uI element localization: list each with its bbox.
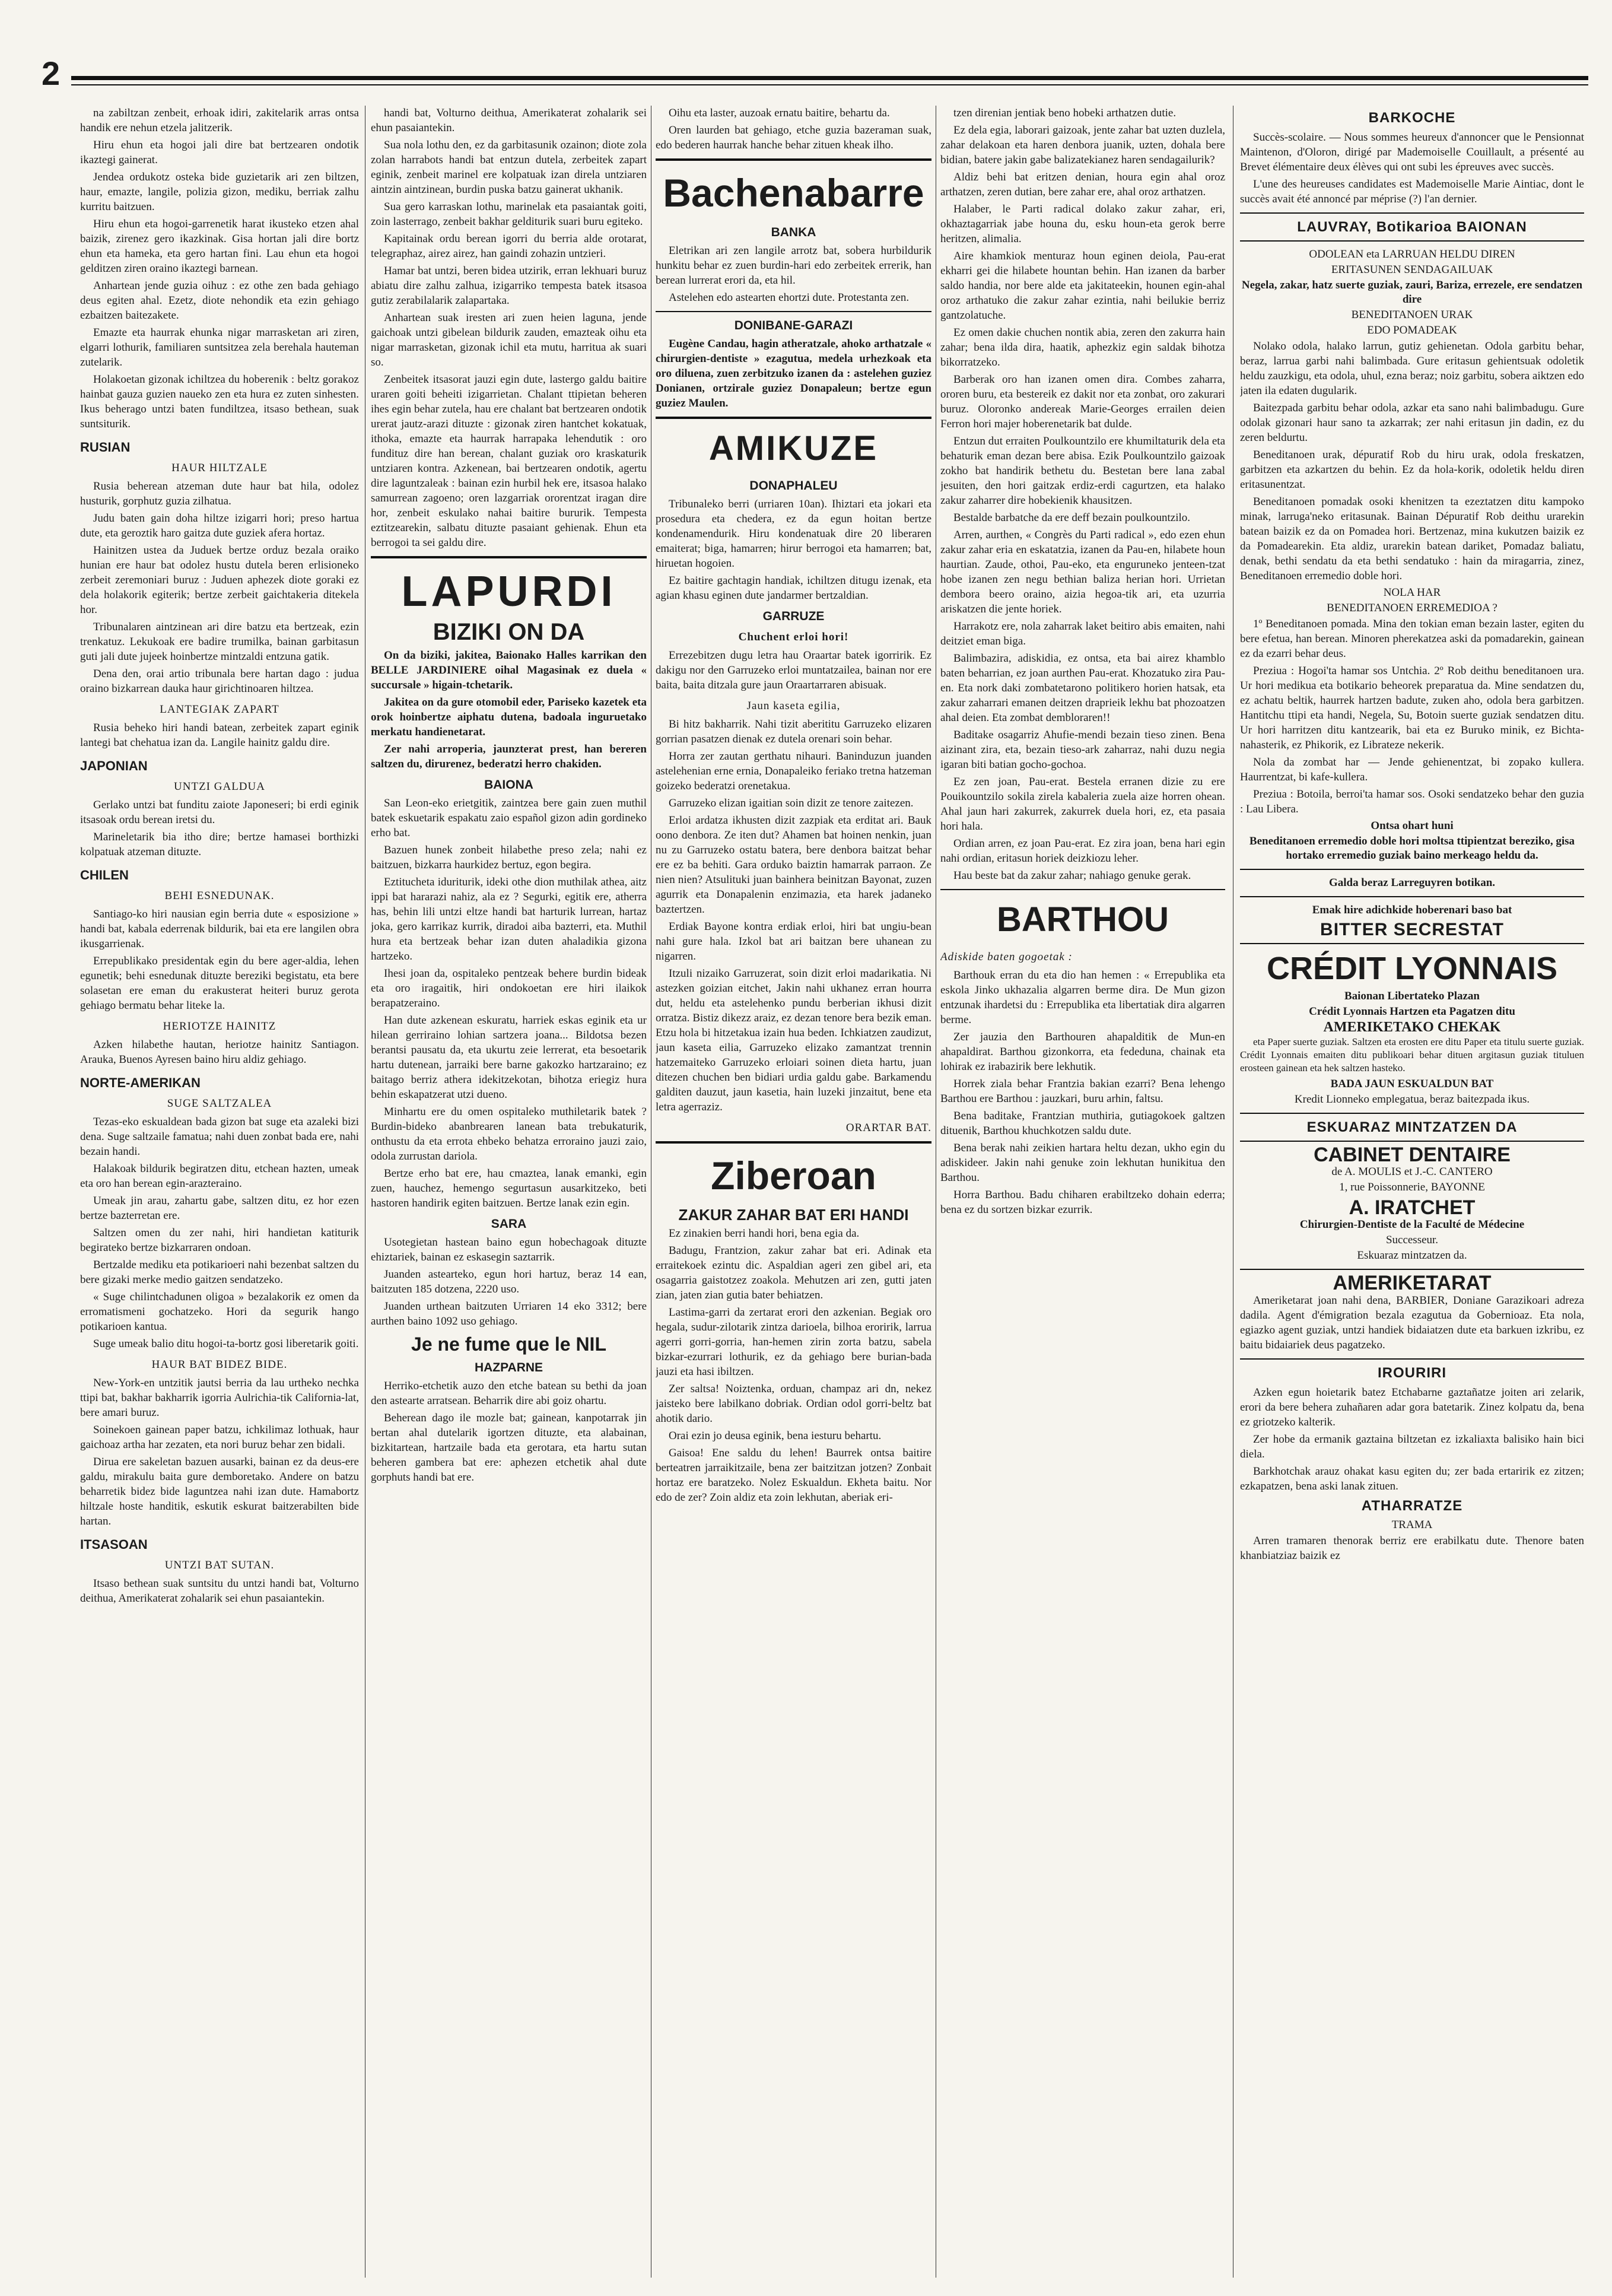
paragraph: Sua nola lothu den, ez da garbitasunik ozainon; diote zola zolan harrabots handi bat entzun dutela, zerbeitek zapart eginik, zenbeit marinel ere kolpatuak izan direla untziaren aintzin aintzinean, burdin puska batzu gainerat ukhanik.: [371, 139, 647, 196]
divider: [1240, 1269, 1584, 1270]
ad-heading: ESKUARAZ MINTZATZEN DA: [1306, 1119, 1518, 1135]
column-5-ads: [1240, 106, 1584, 2278]
subheading: Chuchent erloi hori!: [738, 631, 849, 643]
subheading: HERIOTZE HAINITZ: [163, 1020, 276, 1033]
ad-line: BENEDITANOEN ERREMEDIOA ?: [1327, 602, 1497, 614]
paragraph: Anhartean suak iresten ari zuen heien laguna, jende gaichoak untzi gibelean bildurik zauden, emazteak oihu eta nigar marrasketan, gizonak ichil eta mutu, harritua ak suari so.: [371, 312, 647, 369]
paragraph: Tribunaleko berri (urriaren 10an). Ihiztari eta jokari eta prosedura eta chedera, ez da egun hoitan bertze kondenamendurik. Hiru kondenatuak dire 20 liberaren emaiterat; biga, hamarren; hirur berrogoi eta hamarren; bat, hiruetan hogoien.: [656, 498, 931, 570]
paragraph: Zer jauzia den Barthouren ahapalditik de Mun-en ahapaldirat. Barthou gizonkorra, eta fededuna, chainak eta lohirak ez irabazirik bere lekhutik.: [940, 1031, 1225, 1073]
paragraph: Azken egun hoietarik batez Etchabarne gaztañatze joiten ari zelarik, erori da bere behera zuhañaren adar gora batetarik. Zinez kolpatu da, bena ez griotzeko kalterik.: [1240, 1386, 1584, 1428]
paragraph: Rusia beherean atzeman dute haur bat hila, odolez husturik, gorphutz guzia zilhatua.: [80, 480, 359, 507]
paragraph: Astelehen edo astearten ehortzi dute. Protestanta zen.: [669, 291, 910, 304]
paragraph: Arren tramaren thenorak berriz ere erabilkatu dute. Thenore baten khanbiatziaz baizik ez: [1240, 1535, 1584, 1562]
subheading: BANKA: [771, 226, 816, 239]
paragraph: Bestalde barbatche da ere deff bezain poulkountzilo.: [953, 512, 1191, 524]
paragraph: Erloi ardatza ikhusten dizit zazpiak eta erditat ari. Bauk oono denbora. Ze iten dut? Ahamen bat hoinen nenkin, juan nu zu Garruzeko ostatu batera, bere denbora baitzat behar ere ez ba behiti. Gara orduko baiztin hamarrak parraon. Ze nien nien? Atsulituki juan bainhera beinitzan Bayonat, zuzen agurrik eta Donapalenin enzimazia, eta harek jadaneko baztertzen.: [656, 814, 931, 916]
paragraph: Oihu eta laster, auzoak ernatu baitire, behartu da.: [669, 107, 890, 119]
subheading: BAIONA: [484, 778, 533, 792]
divider: [1240, 1141, 1584, 1142]
column-1: [80, 106, 359, 2278]
ad-line: Kredit Lionneko emplegatua, beraz baitezpada ikus.: [1294, 1093, 1530, 1106]
paragraph: Arren, aurthen, « Congrès du Parti radical », edo ezen ehun zakur zahar eria en eskatatzia, izanen da Pau-en, hilabete houn haurtian. Zaude, othoi, Pau-eko, eta enguruneko jenteen-tzat hobe izanen zen negu bethian baliza herian hori. Urrietan dembora beero oraino, aizia hegoa-tik ari, eta uzurria ariskatzen die jente horiek.: [940, 529, 1225, 615]
paragraph: Horra zer zautan gerthatu nihauri. Baninduzun juanden astelehenian erne ernia, Donapaleiko feriako tretna hatzeman goizeko bederatzi orenetakua.: [656, 750, 931, 792]
paragraph: Tezas-eko eskualdean bada gizon bat suge eta azaleki bizi dena. Suge saltzaile famatua; nahi duen zonbat bada ere, nahi bezain handi.: [80, 1116, 359, 1158]
ad-line: Beneditanoen erremedio doble hori moltsa ttipientzat bereziko, gisa hortako erremedio guziak baino merkeago heldu da.: [1249, 835, 1575, 862]
section-heading-lapurdi: LAPURDI: [401, 568, 616, 615]
subheading: Adiskide baten gogoetak :: [940, 951, 1073, 963]
paragraph: Eletrikan ari zen langile arrotz bat, sobera hurbildurik hunkitu behar ez zuen burdin-hari edo zerbeitek errerik, han berean lurrerat erori da, eta hil.: [656, 244, 931, 287]
ad-heading: BIZIKI ON DA: [433, 619, 585, 645]
paragraph: Santiago-ko hiri nausian egin berria dute « esposizione » handi bat, kabala ederrenak bildurik, bai eta ere langilen obra ikusgarrienak.: [80, 908, 359, 950]
paragraph: Beneditanoen pomadak osoki khenitzen ta ezeztatzen ditu kampoko minak, larruga'neko eritasunak. Bainan Dépuratif Rob deithu urarekin batean baizik ez da on Pomadea hori. Bertzenaz, mina kukutzen baizik ez da Pomadearekin. Eta aldiz, urarekin batean dariket, Pomadaz baliatu, denak, bethi sendatu da eta bethi sendatuko : hain da miragarria, zinez, Beneditanoen erremedio doble hori.: [1240, 496, 1584, 582]
paragraph: Horrek ziala behar Frantzia bakian ezarri? Bena lehengo Barthou ere Barthou : jauzkari, buru arhin, faltsu.: [940, 1078, 1225, 1105]
ad-heading: BITTER SECRESTAT: [1320, 920, 1504, 939]
paragraph: eta Paper suerte guziak. Saltzen eta erosten ere ditu Paper eta titulu suerte guziak. Crédit Lyonnais emaiten ditu publikoari behar dituen argitasun guziak tituluen erosteen gainean eta hek saltzen hasteko.: [1240, 1036, 1584, 1074]
paragraph: Oren laurden bat gehiago, etche guzia bazeraman suak, edo bederen haurrak hanche behar zituen kheak ilho.: [656, 124, 931, 151]
subheading: GARRUZE: [762, 609, 825, 623]
paragraph: Kapitainak ordu berean igorri du berria alde orotarat, telegraphaz, airez airez, han gaindi zohazin untzieri.: [371, 233, 647, 260]
paragraph: Barkhotchak arauz ohakat kasu egiten du; zer bada ertaririk ez zitzen; ezkapatzen, bena aski lanak zituen.: [1240, 1465, 1584, 1492]
header-rule: [71, 76, 1588, 80]
paragraph: Bi hitz bakharrik. Nahi tizit aberititu Garruzeko elizaren gorrian pasatzen dienak ez dutela orenari soin behar.: [656, 718, 931, 745]
ad-line: ODOLEAN eta LARRUAN HELDU DIREN: [1309, 248, 1515, 261]
paragraph: Nola da zombat har — Jende gehienentzat, bi zopako kullera. Haurrentzat, bi kafe-kullera.: [1240, 756, 1584, 783]
ad-heading: BARKOCHE: [1368, 110, 1456, 126]
paragraph: Beneditanoen urak, dépuratif Rob du hiru urak, odola freskatzen, garbitzen eta azkartzen du behin. Ez da hola-korik, odoletik heldu diren eritasunentzat.: [1240, 449, 1584, 491]
divider: [1240, 896, 1584, 897]
divider: [371, 556, 647, 558]
ad-line: 1, rue Poissonnerie, BAYONNE: [1339, 1181, 1485, 1193]
ad-line: BADA JAUN ESKUALDUN BAT: [1330, 1078, 1494, 1090]
paragraph: Errepublikako presidentak egin du bere ager-aldia, lehen egunetik; behi esnedunak dituzte bereziki begistatu, eta bere solasetan ere eman du erakusterat heiteri buruz gerota gehiago bermatu behar liteke la.: [80, 955, 359, 1012]
section-heading-bachenabarre: Bachenabarre: [663, 171, 924, 215]
paragraph: Ameriketarat joan nahi dena, BARBIER, Doniane Garazikoari adreza dadila. Agent d'émigration bezala ezagutua da Gobernioaz. Eta nola, egiazko agent guziak, untzi handiek bidaiatzen dute eta barkuen izkribu, ez baitu bidaiariek deus pagatzeko.: [1240, 1294, 1584, 1351]
ad-line: Successeur.: [1385, 1234, 1439, 1246]
ad-line: BENEDITANOEN URAK: [1351, 309, 1473, 321]
paragraph: Zenbeitek itsasorat jauzi egin dute, lastergo galdu baitire uraren goiti beheiti izigarrietan. Chalant ttipietan beheren ihes egin behar zutela, hau ere chalant bat bertzearen ondotik urerat jautz-arazi dituzte : gizonak ziren hantchet kokatuak, ithoka, emazte eta haurrak harrapaka lehendutik : oro fundituz dire han berean, chalant guziak oro kraskaturik untziaren kontra. Azkenean, bai bertzearen ondotik, agertu dire laguntzaleak : bainan ezin hurbil hek ere, itsasoa halako samurrean zagoeno; oren lazgarriak ororentzat iragan dire hor, zenbeit eskulako nahai baitire bururik. Tempesta eztitzearekin, salbatu dituzte pasaiant gehienak. Ehun eta berrogoi ta sei galdu dire.: [371, 373, 647, 549]
ad-line: Emak hire adichkide hoberenari baso bat: [1312, 904, 1512, 916]
paragraph: Badugu, Frantzion, zakur zahar bat eri. Adinak eta erraitekoek ezintu dic. Aspaldian ageri zen gibel ari, eta osagarria gaistotzez zoakola. Mehutzen ari zen, gutti jaten zian, jaten zian gutia bater behiatzen.: [656, 1244, 931, 1301]
paragraph: Aire khamkiok menturaz houn eginen deiola, Pau-erat ekharri gei die hilabete hountan behin. Han izanen da barber saldo handia, nor bere alde eta jakitateekin, hounen egin-ahal oroz arthatuko die zakur zahar ezintia, nahi beilukie berriz gantzolatuche.: [940, 250, 1225, 322]
divider: [656, 1141, 931, 1144]
paragraph: Hau beste bat da zakur zahar; nahiago genuke gerak.: [953, 869, 1191, 882]
ad-line: Crédit Lyonnais Hartzen eta Pagatzen ditu: [1309, 1005, 1515, 1018]
paragraph: Tribunalaren aintzinean ari dire batzu eta bertzeak, ezin trenkatuz. Lekukoak ere badire trumilka, bainan garbitasun guti jali dute jujeek hoinbertze mintzaldi entzuna gatik.: [80, 621, 359, 663]
paragraph: Entzun dut erraiten Poulkountzilo ere khumiltaturik dela eta behaturik eman dezan bere abisa. Ezik Poulkountzilo gaizoak zokho bat handirik bethetu du. Bestetan bere lana zabal jesuiten, den hori gaitzak erdiz-erdi cagurtzen, eta halako zakur zaharrer dire hobekienik khausitzen.: [940, 435, 1225, 507]
paragraph: Zer hobe da ermanik gaztaina biltzetan ez izkaliaxta balisiko hain bici diela.: [1240, 1433, 1584, 1460]
paragraph: Preziua : Hogoi'ta hamar sos Untchia. 2º Rob deithu beneditanoen ura. Ur hori medikua eta botikario beheorek preparatua da. Mine sendatzen du, ez achatu beltik, haurrek hartzen badute, zuken aho, odola bera garbitzen. Hantitchu ttipi eta handi, Negela, Su, Botoin suerte guziak sendatzen ditu. Ur hori harritzen ditu kantzearik, bai eta ez Buruko minik, ez Bichta-nahasterik, ez Phikorik, ez Librateze nekerik.: [1240, 665, 1584, 751]
ad-line: Ontsa ohart huni: [1371, 820, 1454, 832]
divider: [656, 311, 931, 312]
paragraph: Ez zen joan, Pau-erat. Bestela erranen dizie zu ere Pouikountzilo sokila zirela kabaleria zuela aize horren ohean. Ahal jaun hari zakurrek, zakurrek duela hori, ez, eta pasaia hori hala.: [940, 776, 1225, 833]
ad-line: Galda beraz Larreguyren botikan.: [1328, 877, 1496, 889]
subheading: LANTEGIAK ZAPART: [160, 703, 279, 716]
paragraph: Horra Barthou. Badu chiharen erabiltzeko dohain ederra; bena ez du sortzen bizkar ezurrik.: [940, 1189, 1225, 1216]
paragraph: Gaisoa! Ene saldu du lehen! Baurrek ontsa baitire berteatren jarraikitzaile, bena zer baitzitzan jotzen? Zonbait hortaz ere baratzeko. Nolez Eskualdun. Ekheta baitu. Nor edo de zer? Zoin aldiz eta zoin lekhutan, aberiak eri-: [656, 1447, 931, 1504]
divider: [1240, 212, 1584, 214]
divider: [940, 889, 1225, 890]
paragraph: Barberak oro han izanen omen dira. Combes zaharra, ororen buru, eta bestereik ez dakit nor eta zonbat, oro zakurari buruz. Oloronko andereak Marie-Georges errailen deien Ferron hori majer hoberenetarik bat dulde.: [940, 373, 1225, 430]
paragraph: Holakoetan gizonak ichiltzea du hoberenik : beltz gorakoz hainbat gauza guzien naueko zen eta hura ez zuten sinhesten. Ikus beherago untzi baten fundiltzea, itsaso bethean, suak suntsiturik.: [80, 373, 359, 430]
paragraph: Bertzalde mediku eta potikarioeri nahi bezenbat saltzen du bere gizaki merke medio gaitzen sendatzeko.: [80, 1259, 359, 1286]
divider: [1240, 869, 1584, 870]
divider: [1240, 943, 1584, 944]
paragraph: handi bat, Volturno deithua, Amerikaterat zohalarik sei ehun pasaiantekin.: [371, 107, 647, 134]
paragraph: Dirua ere sakeletan bazuen ausarki, bainan ez da deus-ere galdu, mirakulu baita gure demboretako. Andere on batzu beharretik bidez bide laguntzea nahi izan dute. Hamabortz hiltzale hoste handitik, eskutik eskurat baitzerabilten bide hartan.: [80, 1456, 359, 1528]
ad-line: NOLA HAR: [1383, 586, 1441, 599]
column-4: [940, 106, 1225, 2278]
ad-heading: Je ne fume que le NIL: [411, 1333, 606, 1355]
ad-heading: CABINET DENTAIRE: [1314, 1144, 1511, 1166]
ad-line: AMERIKETAKO CHEKAK: [1323, 1020, 1501, 1035]
salutation: Jaun kaseta egilia,: [746, 700, 841, 712]
paragraph: Hainitzen ustea da Juduek bertze orduz bezala oraiko hunian ere haur bat odolez hustu dutela beren erlisioneko zerbeit zeremoniari buruz : Juduen aphezek diote goraki ez dela holakorik egiterik; bertze zerbeit gaichtakeria ditekela hor.: [80, 544, 359, 616]
subheading: BEHI ESNEDUNAK.: [164, 890, 275, 902]
subheading: SUGE SALTZALEA: [167, 1097, 272, 1110]
paragraph: Succès-scolaire. — Nous sommes heureux d'annoncer que le Pensionnat Maintenon, d'Oloron, dirigé par Mademoiselle Couillault, a présenté au Brevet élémentaire deux élèves qui ont subi les épreuves avec succès.: [1240, 131, 1584, 173]
paragraph: Juanden astearteko, egun hori hartuz, beraz 14 ean, baitzuten 185 dotzena, 2220 uso.: [371, 1268, 647, 1295]
paragraph: Hiru ehun eta hogoi jali dire bat bertzearen ondotik ikaztegi gainerat.: [80, 139, 359, 166]
subheading: ZAKUR ZAHAR BAT ERI HANDI: [678, 1206, 909, 1224]
paragraph: Baditake osagarriz Ahufie-mendi bezain tieso zinen. Bena aizinant zira, eta, bezain tieso-ark zaharraz, nahi duzu negia igaran biti batian gocho-gochoa.: [940, 729, 1225, 771]
paragraph: Han dute azkenean eskuratu, harriek eskas eginik eta ur hilean gerriraino lohian sartzera joana... Bildotsa bezen berantsi pausatu da, eta ukurtu zeie lerrerat, eta besoetarik hartu dutenean, jarraiki bere barne gakozko hartzaraino; ez baitago berriz athera idekitzekotan, bihotza eriegiz hura behin eskapatzerat utzi dueno.: [371, 1014, 647, 1101]
ad-line: TRAMA: [1391, 1519, 1433, 1531]
ad-heading: A. IRATCHET: [1349, 1196, 1476, 1219]
ad-line: Chirurgien-Dentiste de la Faculté de Médecine: [1299, 1218, 1525, 1231]
paragraph: Herriko-etchetik auzo den etche batean su bethi da joan den astearte arratsean. Beharrik dire abi goiz ohartu.: [371, 1380, 647, 1407]
ad-heading: IROURIRI: [1378, 1365, 1446, 1381]
subheading: DONIBANE-GARAZI: [734, 319, 853, 332]
ad-line: EDO POMADEAK: [1367, 324, 1457, 336]
ad-heading: ATHARRATZE: [1361, 1498, 1463, 1514]
paragraph: Soinekoen gainean paper batzu, ichkilimaz lothuak, haur gaichoaz artha har zezaten, eta nori buruz behar zen bidali.: [80, 1424, 359, 1451]
ad-text: On da biziki, jakitea, Baionako Halles karrikan den BELLE JARDINIERE oihal Magasinak ez duela « succursale » higain-tchetarik.: [371, 649, 647, 691]
paragraph: Hamar bat untzi, beren bidea utzirik, erran lekhuari buruz abiatu dire zalhu zalhua, izigarriko tempesta batek itsasoa gutiz zerabilalarik zalapartaka.: [371, 265, 647, 307]
section-heading-japan: JAPONIAN: [80, 758, 148, 773]
paragraph: « Suge chilintchadunen oligoa » bezalakorik ez omen da erromatismeni gochatzeko. Hori da segurik hango potikarioen kantua.: [80, 1291, 359, 1333]
paragraph: Rusia beheko hiri handi batean, zerbeitek zapart eginik lantegi bat chehatua izan da. Langile hainitz galdu dire.: [80, 722, 359, 749]
column-3: [656, 106, 931, 2278]
paragraph: Erdiak Bayone kontra erdiak erloi, hiri bat ungiu-bean nahi gure hala. Izkol bat ari baitzan bere uhanean zu nigarren.: [656, 920, 931, 963]
paragraph: Eugène Candau, hagin atheratzale, ahoko arthatzale « chirurgien-dentiste » ezagutua, medela urhezkoak eta oro diluena, zuen zerbitzuko izanen da : astelehen guziez Donianen, ortzirale guziez Donapaleun; bertze egun guziez Maulen.: [656, 338, 931, 409]
paragraph: Gerlako untzi bat funditu zaiote Japoneseri; bi erdi eginik itsasoak ordu berean iretsi du.: [80, 799, 359, 826]
subheading: SARA: [491, 1217, 527, 1231]
divider: [1240, 1113, 1584, 1114]
divider: [1240, 1358, 1584, 1360]
paragraph: Errezebitzen dugu letra hau Oraartar batek igorririk. Ez dakigu nor den Garruzeko erloi muntatzailea, bainan nor ere baita, baita ditzala gure jaun Oraartarraren abisuak.: [656, 649, 931, 691]
section-heading-amikuze: AMIKUZE: [708, 429, 879, 468]
paragraph: Juanden urthean baitzuten Urriaren 14 eko 3312; bere aurthen baino 1092 uso gehiago.: [371, 1300, 647, 1328]
section-heading-russia: RUSIAN: [80, 440, 131, 455]
ad-line: Eskuaraz mintzatzen da.: [1357, 1249, 1467, 1262]
paragraph: Ez zinakien berri handi hori, bena egia da.: [669, 1227, 860, 1240]
divider: [1240, 240, 1584, 242]
paragraph: Umeak jin arau, zahartu gabe, saltzen ditu, ez hor ezen bertze bazterretan ere.: [80, 1195, 359, 1222]
paragraph: San Leon-eko erietgitik, zaintzea bere gain zuen muthil batek eskuetarik espakatu zaio español gizon adin gordineko erho bat.: [371, 797, 647, 839]
paragraph: Ordian arren, ez joan Pau-erat. Ez zira joan, bena hari egin nahi ordian, eritasun horiek deizkiozu leher.: [940, 837, 1225, 865]
paragraph: Judu baten gain doha hiltze izigarri hori; preso hartua dute, eta geroztik haro gaitza dute guziek afera hortaz.: [80, 512, 359, 539]
paragraph: Harrakotz ere, nola zaharrak laket beitiro abis emaiten, nahi deitziet eman biga.: [940, 620, 1225, 647]
paragraph: Bertze erho bat ere, hau cmaztea, lanak emanki, egin zuen, hauchez, hemengo segurtasun ausarkitzeko, beti hastoren handirik egiten baitzuen. Bertze lanak ezin egin.: [371, 1167, 647, 1209]
subheading: UNTZI GALDUA: [174, 780, 265, 793]
paragraph: na zabiltzan zenbeit, erhoak idiri, zakitelarik arras ontsa handik ere nehun etzela jalitzerik.: [80, 107, 359, 134]
page-number: 2: [42, 55, 61, 92]
subheading: HAZPARNE: [474, 1361, 543, 1374]
paragraph: Ez omen dakie chuchen nontik abia, zeren den zakurra hain zahar; bena ilda dira, haatik, aphezkiz egin saldak bihotza bikorratzeko.: [940, 326, 1225, 369]
section-heading-north-america: NORTE-AMERIKAN: [80, 1075, 201, 1090]
subheading: DONAPHALEU: [749, 479, 838, 493]
header-rule-thin: [71, 84, 1588, 85]
signature: ORARTAR BAT.: [845, 1122, 931, 1134]
ad-text: Jakitea on da gure otomobil eder, Pariseko kazetek eta orok hoinbertze aiphatu dutena, badoala inguruetako merkatu handienetarat.: [371, 696, 647, 738]
paragraph: Dena den, orai artio tribunala bere hartan dago : judua oraino bizkarrean dauka haur girichtinoaren hiltzea.: [80, 668, 359, 695]
paragraph: Eztitucheta iduriturik, ideki othe dion muthilak athea, aitz ippi bat hararazi nahiz, ala ez ? Segurki, egitik ere, atherra has, behin lili untzi eltze handi bat harturik lurrean, hartaz joka, gero karrikaz kurrik, diradoi aiba bazterri, eta. Muthil hura eta bertzeak behar izan duten ahaladikia gizona hartzeko.: [371, 876, 647, 963]
paragraph: Ez dela egia, laborari gaizoak, jente zahar bat uzten duzlela, zahar delakoan eta haren denbora juanik, uzten, dohala bere bidian, batere jakin gabe balizatekianez haren sendagailurik?: [940, 124, 1225, 166]
paragraph: Ez baitire gachtagin handiak, ichiltzen ditugu izenak, eta agian khasu eginen dute jandarmer bertzaldian.: [656, 574, 931, 602]
paragraph: Preziua : Botoila, berroi'ta hamar sos. Osoki sendatzeko behar den guzia : Lau Libera.: [1240, 788, 1584, 815]
section-heading-chile: CHILEN: [80, 868, 129, 882]
ad-line: de A. MOULIS et J.-C. CANTERO: [1331, 1166, 1493, 1178]
paragraph: Barthouk erran du eta dio han hemen : « Errepublika eta eskola Jinko ukhazalia algarren berme dira. De Mun gizon entzunak ihardetsi du : Errepublika eta libertatiak dira algarren berme.: [940, 969, 1225, 1026]
paragraph: Aldiz behi bat eritzen denian, houra egin ahal oroz arthatzen, zeren dutian, bere zahar ere, ahal oroz arthatzen.: [940, 171, 1225, 198]
paragraph: Balimbazira, adiskidia, ez ontsa, eta bai airez khamblo baten beharrian, ez joan aurthen Pau-erat. Khozatuko zira Pau-en. Eta nork daki zombatetarono politikero horien hatsak, eta zakur zaharrari emanen deitzen draprieik lekhu bat phozoatzen ahal deien. Eta zombat dembloraren!!: [940, 652, 1225, 724]
ad-heading: CRÉDIT LYONNAIS: [1266, 951, 1558, 986]
section-heading-ziberoan: Ziberoan: [711, 1154, 876, 1198]
paragraph: Bena berak nahi zeikien hartara heltu dezan, ukho egin du adiskideer. Jakin nahi genuke zoin lekhutan hunikitua den Barthou.: [940, 1142, 1225, 1184]
paragraph: New-York-en untzitik jautsi berria da lau urtheko nechka ttipi bat, bakhar bakharrik igorria Aulrichia-tik California-lat, bere amari buruz.: [80, 1377, 359, 1419]
paragraph: Orai ezin jo deusa eginik, bena iesturu behartu.: [669, 1430, 882, 1442]
ad-heading: LAUVRAY, Botikarioa BAIONAN: [1297, 219, 1527, 235]
subheading: HAUR HILTZALE: [171, 462, 268, 474]
paragraph: Hiru ehun eta hogoi-garrenetik harat ikusteko etzen ahal baizik, zirenez gero ikazkinak. Gisa hortan jali dire bortz ehun eta hameka, eta gero hartan fini. Lau ehun eta hogoi gelditzen ziren oraino ikaztegi barnean.: [80, 218, 359, 275]
paragraph: Sua gero karraskan lothu, marinelak eta pasaiantak goiti, zoin lasterrago, zenbeit bakhar gelditurik suari buru egiteko.: [371, 201, 647, 228]
divider: [656, 158, 931, 161]
paragraph: Garruzeko elizan igaitian soin dizit ze tenore zaitezen.: [669, 797, 914, 809]
paragraph: Bazuen hunek zonbeit hilabethe preso zela; nahi ez baitzuen, bizkarra haurkidez bertuz, egon begira.: [371, 844, 647, 871]
paragraph: Lastima-garri da zertarat erori den azkenian. Begiak oro hegala, sudur-zilotarik zintza darioela, bilhoa eroririk, larrua agerri gorri-gorria, han-hemen zirin zorta batzu, sabela bizkar-ezurrari lothurik, ez da gehiago bere burian-bada jauzi eta hasi ibiltzen.: [656, 1306, 931, 1378]
ad-heading: AMERIKETARAT: [1333, 1272, 1492, 1294]
paragraph: Minhartu ere du omen ospitaleko muthiletarik batek ? Burdin-bideko abanbrearen lanean bata trebukaturik, onthustu da eta errota ehbeko behatza erroraino jauzi zaio, odola zurrustan dariola.: [371, 1106, 647, 1163]
paragraph: Beherean dago ile mozle bat; gainean, kanpotarrak jin bertan ahal dutelarik igortzen dituzte, eta alabainan, bizkitartean, hartzaile bada eta gerotara, eta hartu sutan beheren gambera bat ere: aphezen etchetik ahal dute gorphuts handi bat ere.: [371, 1412, 647, 1484]
paragraph: Emazte eta haurrak ehunka nigar marrasketan ari ziren, elgarri lothurik, familiaren suntsitzea zela berehala hauteman zutelarik.: [80, 326, 359, 369]
column-2: [371, 106, 647, 2278]
paragraph: Suge umeak balio ditu hogoi-ta-bortz gosi liberetarik goiti.: [93, 1338, 359, 1350]
paragraph: Halaber, le Parti radical dolako zakur zahar, eri, okhaztagarriak jabe houna du, esku houn-eta gerok berre heritzen, alimalia.: [940, 203, 1225, 245]
paragraph: Itsaso bethean suak suntsitu du untzi handi bat, Volturno deithua, Amerikaterat zohalarik sei ehun pasaiantekin.: [80, 1577, 359, 1605]
paragraph: tzen direnian jentiak beno hobeki arthatzen dutie.: [953, 107, 1177, 119]
paragraph: L'une des heureuses candidates est Mademoiselle Marie Aintiac, dont le succès avait été annoncé par méprise (?) l'an dernier.: [1240, 178, 1584, 205]
subheading: HAUR BAT BIDEZ BIDE.: [151, 1358, 288, 1371]
paragraph: Ihesi joan da, ospitaleko pentzeak behere burdin bideak eta oro iragaitik, hiri ondokoetan ere hiri ilaikok berapatzeraino.: [371, 967, 647, 1009]
ad-line: ERITASUNEN SENDAGAILUAK: [1331, 263, 1493, 276]
subheading: UNTZI BAT SUTAN.: [164, 1559, 275, 1571]
section-heading-itsasoan: ITSASOAN: [80, 1537, 148, 1552]
paragraph: Anhartean jende guzia oihuz : ez othe zen bada gehiago deus egiten ahal. Ezetz, diote nehondik eta ezin gehiago ezbaitzen baitezakete.: [80, 280, 359, 322]
paragraph: Saltzen omen du zer nahi, hiri handietan katiturik begirateko bertze bizkarraren ondoan.: [80, 1227, 359, 1254]
section-heading-barthou: BARTHOU: [997, 900, 1169, 939]
paragraph: Usotegietan hastean baino egun hobechagoak dituzte ehiztariek, bainan ez eskasegin saztarrik.: [371, 1236, 647, 1263]
paragraph: Nolako odola, halako larrun, gutiz gehienetan. Odola garbitu behar, beraz, larrua garbi nahi balimbada. Gure eritasun gehientsuak odoletik heldu zauzkigu, eta odola, uhul, ezna beraz; noiz garbitu, sobera aiktzen edo jaten ila edaten dugularik.: [1240, 340, 1584, 397]
paragraph: Baitezpada garbitu behar odola, azkar eta sano nahi balimbadugu. Gure odolak gizonari haur sano ta azkarrak; zer nahi eritasun jin dadin, ez du zeren beldurtu.: [1240, 402, 1584, 444]
paragraph: Jendea ordukotz osteka bide guzietarik ari zen biltzen, haur, emazte, langile, polizia gizon, mediku, berriak zalhu kurritu baitzuen.: [80, 171, 359, 213]
ad-line: Baionan Libertateko Plazan: [1344, 990, 1480, 1002]
paragraph: Azken hilabethe hautan, heriotze hainitz Santiagon. Arauka, Buenos Ayresen baino hiru aldiz gehiago.: [80, 1039, 359, 1066]
paragraph: Itzuli nizaiko Garruzerat, soin dizit erloi madarikatia. Ni astezken goizian eitchet, Jakin nahi ukhanez erran hourra dut, heldu eta astelehenko pundu berberian ikhusi dizit orratza. Bistiz dikezz araiz, ez dezan tenore bera bezik eman. Etzu hola bi hitzetakua izain hua beden. Ichkiatzen zaudizut, jaun kaseta eilia, Garruzeko elizako zamantzat trennin hatzemaiteko Garruzeko erloiari soinen dieta hartu, juan ditezen chuchen ben bidiari urdia galdu gabe. Barkamendu galditen dauzut, jaun kasetia, hain luzeki jinzaitut, bene eta letra agerraziz.: [656, 967, 931, 1113]
divider: [656, 417, 931, 419]
paragraph: Marineletarik bia itho dire; bertze hamasei borthizki kolpatuak atzeman dituzte.: [80, 831, 359, 858]
paragraph: Bena baditake, Frantzian muthiria, gutiagokoek galtzen dituenik, Barthou khuchkotzen saldu dute.: [940, 1110, 1225, 1137]
ad-line: Negela, zakar, hatz suerte guziak, zauri, Bariza, errezele, ere sendatzen dire: [1241, 279, 1583, 306]
paragraph: Halakoak bildurik begiratzen ditu, etchean hazten, umeak eta oro han berean egin-arazteraino.: [80, 1163, 359, 1190]
paragraph: 1º Beneditanoen pomada. Mina den tokian eman bezain laster, egiten du bere efetua, han berean. Minoren pherekatzea aski da pomadarekin, gainean ez da ezarri behar deus.: [1240, 618, 1584, 660]
paragraph: Zer saltsa! Noiztenka, orduan, champaz ari dn, nekez jaisteko bere labilkano dobriak. Ordian odol gorri-beltz bat ahotik dario.: [656, 1383, 931, 1425]
ad-text: Zer nahi arroperia, jaunzterat prest, han bereren saltzen du, dirurenez, bederatzi herro chakiden.: [371, 743, 647, 770]
